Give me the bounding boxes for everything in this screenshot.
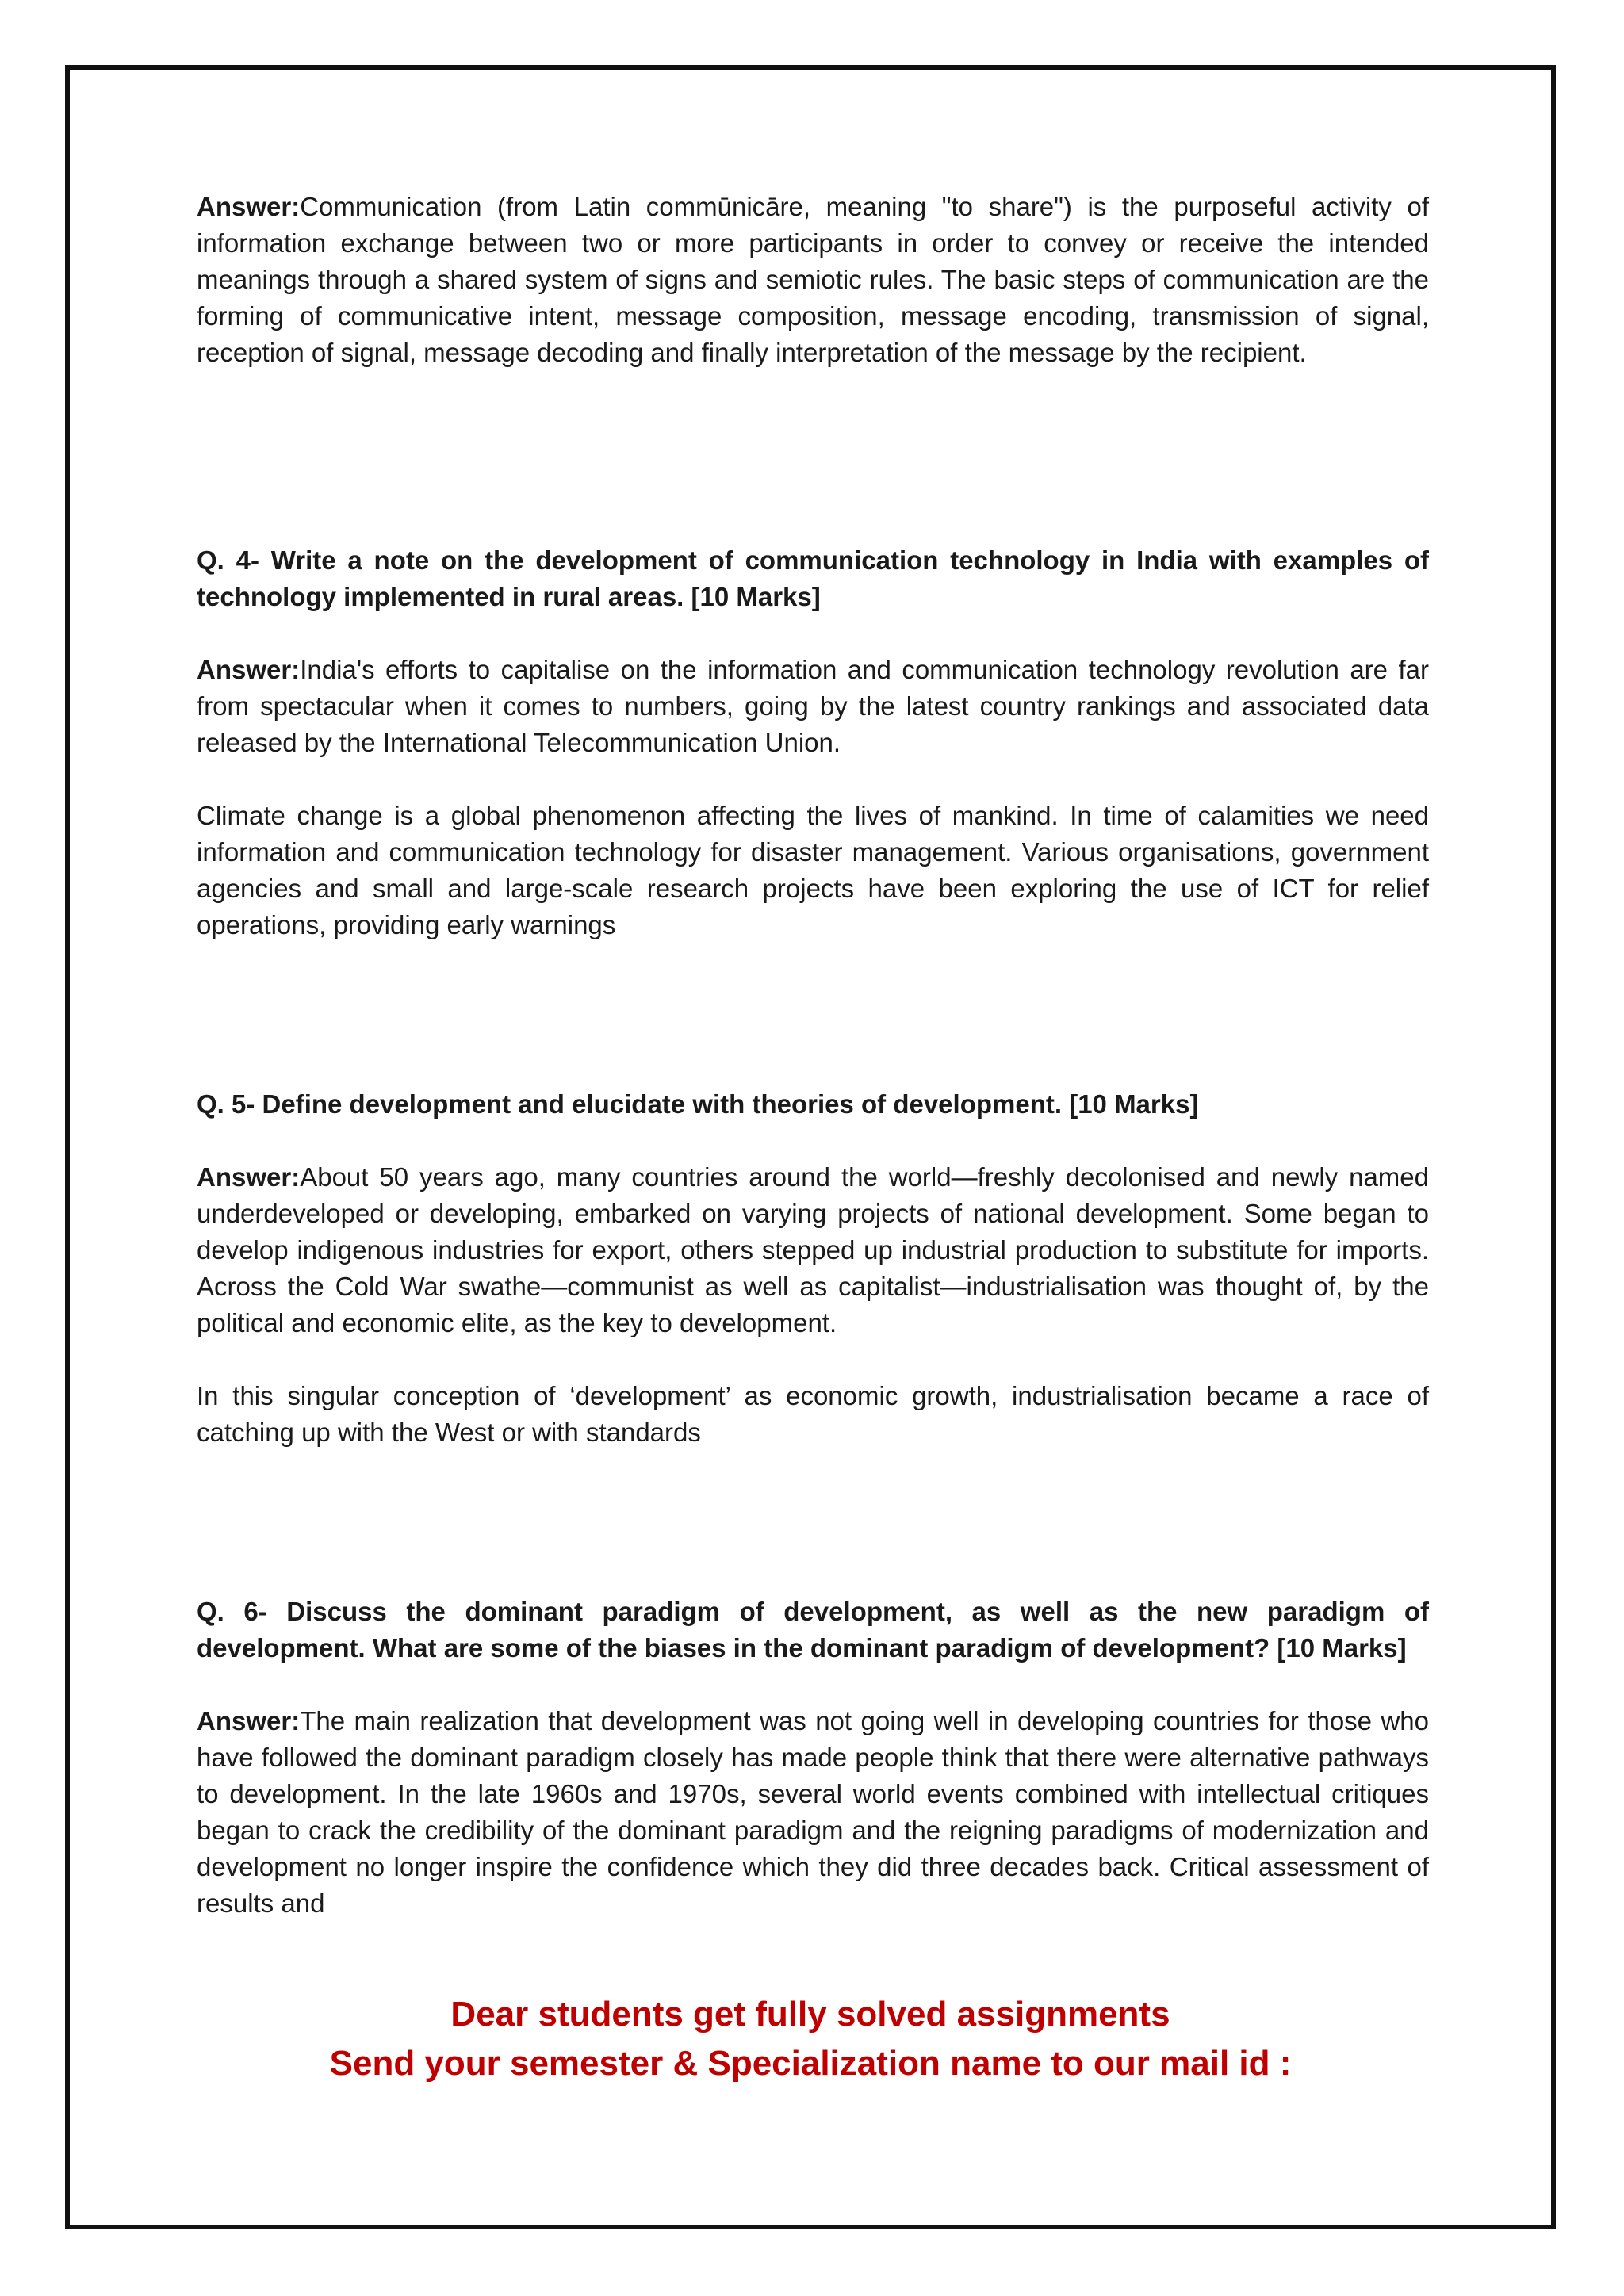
answer-label: Answer: xyxy=(197,1162,301,1192)
q4-question: Q. 4- Write a note on the development of communication technology in India with examples of technology implemented in rural areas. [10 Marks] xyxy=(197,545,1429,611)
spacer xyxy=(197,1341,1429,1378)
q4-answer xyxy=(197,652,1429,761)
promo-line-1: Dear students get fully solved assignments xyxy=(450,1995,1170,2034)
spacer xyxy=(197,1667,1429,1703)
answer-text: Communication (from Latin commūnicāre, meaning "to share") is the purposeful activity of information exchange between two or more participants in order to convey or receive the intended meanings through a shared system of signs and semiotic rules. The basic steps of communication are the forming of communicative intent, message composition, message encoding, transmission of signal, reception of signal, message decoding and finally interpretation of the message by the recipient. xyxy=(197,192,1429,367)
spacer xyxy=(197,371,1429,542)
answer-label: Answer: xyxy=(197,655,301,684)
q4-paragraph-2: Climate change is a global phenomenon affecting the lives of mankind. In time of calamities we need information and communication technology for disaster management. Various organisations, government agencies and small and large-scale research projects have been exploring the use of ICT for relief operations, providing early warnings xyxy=(197,801,1429,939)
q6-answer xyxy=(197,1703,1429,1922)
q5-question: Q. 5- Define development and elucidate with theories of development. [10 Marks] xyxy=(197,1089,1199,1119)
promo-line-2: Send your semester & Specialization name to our mail id : xyxy=(329,2044,1292,2083)
answer-text: The main realization that development was not going well in developing countries for those who have followed the dominant paradigm closely has made people think that there were alternative pathways to development. In the late 1960s and 1970s, several world events combined with intellectual critiques began to crack the credibility of the dominant paradigm and the reigning paradigms of modernization and development no longer inspire the confidence which they did three decades back. Critical assessment of results and xyxy=(197,1706,1429,1918)
q5-answer xyxy=(197,1159,1429,1341)
q3-answer xyxy=(197,189,1429,371)
spacer xyxy=(197,1451,1429,1594)
document-body xyxy=(197,189,1429,1922)
spacer xyxy=(197,1123,1429,1159)
q6-question: Q. 6- Discuss the dominant paradigm of development, as well as the new paradigm of development. What are some of the biases in the dominant paradigm of development? [10 Marks] xyxy=(197,1597,1429,1663)
answer-text: About 50 years ago, many countries around the world—freshly decolonised and newly named underdeveloped or developing, embarked on varying projects of national development. Some began to develop indigenous industries for export, others stepped up industrial production to substitute for imports. Across the Cold War swathe—communist as well as capitalist—industrialisation was thought of, by the political and economic elite, as the key to development. xyxy=(197,1162,1429,1337)
answer-text: India's efforts to capitalise on the information and communication technology revolution are far from spectacular when it comes to numbers, going by the latest country rankings and associated data released by the International Telecommunication Union. xyxy=(197,655,1429,757)
q5-paragraph-2: In this singular conception of ‘development’ as economic growth, industrialisation became a race of catching up with the West or with standards xyxy=(197,1381,1429,1447)
answer-label: Answer: xyxy=(197,1706,301,1735)
answer-label: Answer: xyxy=(197,192,301,221)
spacer xyxy=(197,761,1429,798)
spacer xyxy=(197,943,1429,1086)
spacer xyxy=(197,615,1429,652)
